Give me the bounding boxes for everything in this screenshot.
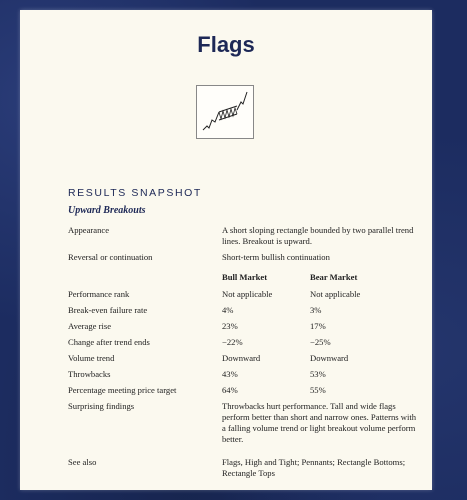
section-subtitle: Upward Breakouts [68, 205, 146, 216]
bull-market-header: Bull Market [222, 272, 268, 282]
change-after-bull: −22% [222, 337, 243, 347]
change-after-bear: −25% [310, 337, 331, 347]
surprising-findings-label: Surprising findings [68, 401, 135, 411]
performance-rank-bear: Not applicable [310, 289, 361, 299]
change-after-label: Change after trend ends [68, 337, 150, 347]
volume-trend-bull: Downward [222, 353, 261, 363]
see-also-value: Flags, High and Tight; Pennants; Rectangle Bottoms; Rectangle Tops [222, 457, 406, 478]
bear-market-header: Bear Market [310, 272, 358, 282]
break-even-label: Break-even failure rate [68, 305, 148, 315]
throwbacks-bear: 53% [310, 369, 326, 379]
performance-rank-label: Performance rank [68, 289, 130, 299]
appearance-value: A short sloping rectangle bounded by two parallel trend lines. Breakout is upward. [222, 225, 414, 246]
pct-meeting-label: Percentage meeting price target [68, 385, 177, 395]
volume-trend-label: Volume trend [68, 353, 115, 363]
surprising-findings-value: Throwbacks hurt performance. Tall and wide flags perform better than short and narrow ones. Patterns with a falling volume trend or light breakout volume perform better. [222, 401, 417, 444]
section-title: RESULTS SNAPSHOT [68, 187, 202, 199]
see-also-label: See also [68, 457, 97, 467]
throwbacks-label: Throwbacks [68, 369, 111, 379]
break-even-bear: 3% [310, 305, 322, 315]
appearance-label: Appearance [68, 225, 110, 235]
volume-trend-bear: Downward [310, 353, 349, 363]
average-rise-bear: 17% [310, 321, 326, 331]
break-even-bull: 4% [222, 305, 234, 315]
page [20, 10, 432, 490]
flag-pattern-icon [196, 85, 254, 139]
average-rise-bull: 23% [222, 321, 238, 331]
performance-rank-bull: Not applicable [222, 289, 273, 299]
average-rise-label: Average rise [68, 321, 112, 331]
pct-meeting-bull: 64% [222, 385, 238, 395]
throwbacks-bull: 43% [222, 369, 238, 379]
page-title: Flags [197, 32, 255, 57]
pct-meeting-bear: 55% [310, 385, 326, 395]
reversal-value: Short-term bullish continuation [222, 252, 330, 262]
reversal-label: Reversal or continuation [68, 252, 153, 262]
